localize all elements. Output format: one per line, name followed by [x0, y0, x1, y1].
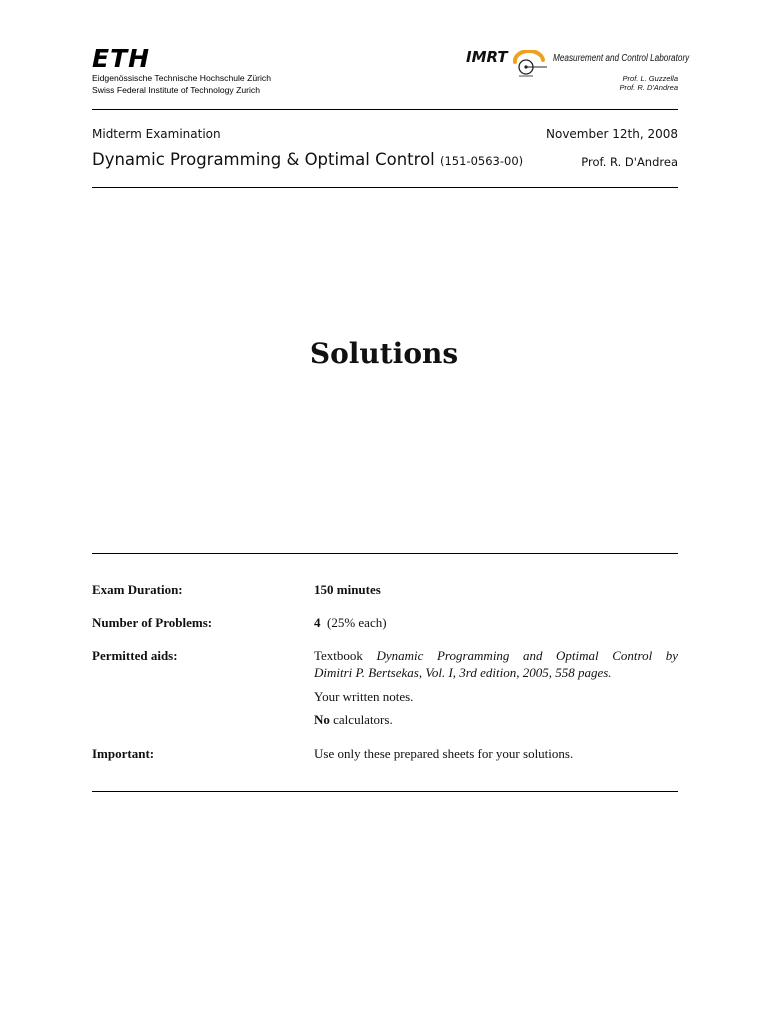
aids-textbook-line-1 — [314, 647, 678, 664]
problems-label: Number of Problems: — [92, 615, 213, 630]
header-professor-2: Prof. R. D'Andrea — [619, 83, 678, 92]
duration-label: Exam Duration: — [92, 582, 183, 597]
aids-calculators-text: calculators. — [333, 712, 393, 727]
aids-textbook-title: Dynamic Programming and Optimal Control by — [376, 648, 679, 663]
info-bottom-divider — [92, 791, 678, 792]
course-code: (151-0563-00) — [440, 154, 524, 168]
important-value: Use only these prepared sheets for your solutions. — [314, 746, 574, 761]
imrt-emblem-icon — [509, 50, 549, 80]
duration-value — [314, 581, 678, 598]
header-professor-1: Prof. L. Guzzella — [622, 74, 678, 83]
page-title: Solutions — [309, 337, 459, 370]
header-divider — [92, 109, 678, 110]
exam-date: November 12th, 2008 — [546, 127, 678, 141]
aids-textbook-line-2 — [314, 664, 678, 681]
aids-no: No — [314, 712, 330, 727]
aids-value — [314, 647, 678, 728]
title-divider — [92, 187, 678, 188]
lab-name: Measurement and Control Laboratory — [553, 53, 690, 64]
exam-type: Midterm Examination — [92, 127, 221, 141]
course-title — [92, 152, 523, 169]
important-label: Important: — [92, 746, 155, 761]
problems-note: (25% each) — [327, 615, 387, 630]
duration-text: 150 minutes — [314, 582, 381, 597]
aids-textbook-details: Dimitri P. Bertsekas, Vol. I, 3rd edition, 2005, 558 pages. — [314, 665, 612, 680]
course-name: Dynamic Programming & Optimal Control — [92, 150, 435, 169]
problems-value — [314, 614, 678, 631]
aids-calculators — [314, 711, 678, 728]
exam-professor: Prof. R. D'Andrea — [581, 155, 678, 169]
imrt-logo: IMRT — [466, 48, 508, 66]
problems-count: 4 — [314, 615, 321, 630]
eth-logo: ETH — [92, 44, 151, 73]
eth-name-german: Eidgenössische Technische Hochschule Zürich — [92, 73, 271, 83]
info-top-divider — [92, 553, 678, 554]
aids-textbook-prefix: Textbook — [314, 648, 363, 663]
aids-notes: Your written notes. — [314, 689, 414, 704]
eth-name-english: Swiss Federal Institute of Technology Zurich — [92, 85, 260, 95]
aids-label: Permitted aids: — [92, 648, 178, 663]
